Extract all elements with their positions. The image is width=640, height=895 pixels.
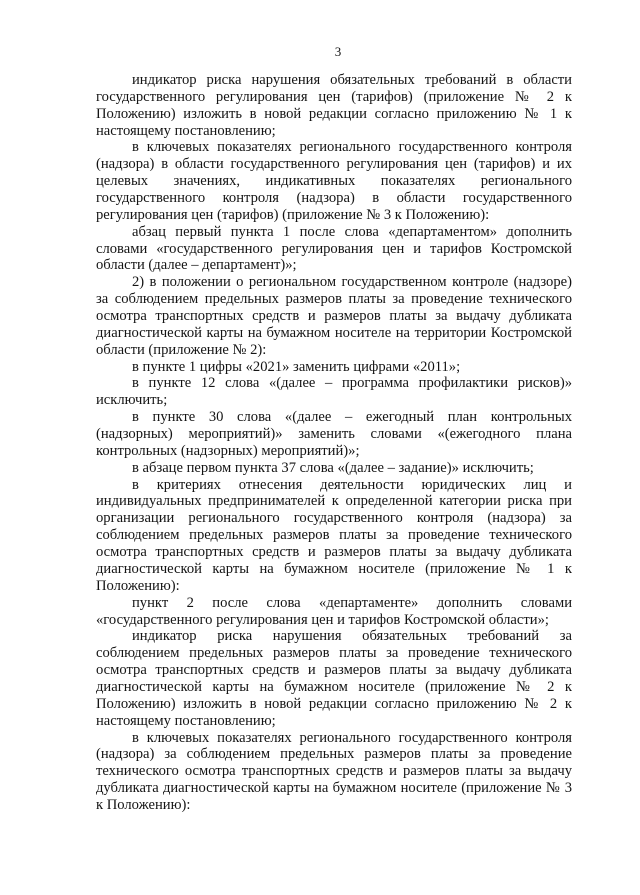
paragraph: 2) в положении о региональном государственном контроле (надзоре) за соблюдением предельных размеров платы за проведение технического осмотра транспортных средств и размеров платы за выдачу дубликата диагностической карты на бумажном носителе на территории Костромской области (приложение № 2): (96, 274, 572, 358)
paragraph: в ключевых показателях регионального государственного контроля (надзора) в области государственного регулирования цен (тарифов) и их целевых значениях, индикативных показателях регионального государственного контроля (надзора) в области государственного регулирования цен (тарифов) (приложение № 3 к Положению): (96, 139, 572, 223)
page-number: 3 (334, 44, 342, 59)
paragraph: индикатор риска нарушения обязательных требований в области государственного регулирования цен (тарифов) (приложение № 2 к Положению) изложить в новой редакции согласно приложению № 1 к настоящему постановлению; (96, 72, 572, 139)
paragraph: абзац первый пункта 1 после слова «департаментом» дополнить словами «государственного регулирования цен и тарифов Костромской области (далее – департамент)»; (96, 223, 572, 274)
paragraph: в пункте 12 слова «(далее – программа профилактики рисков)» исключить; (96, 375, 572, 409)
paragraph: в пункте 30 слова «(далее – ежегодный план контрольных (надзорных) мероприятий)» заменить словами «(ежегодного плана контрольных (надзорных) мероприятий)»; (96, 409, 572, 459)
document-body (96, 72, 572, 814)
paragraph: в ключевых показателях регионального государственного контроля (надзора) за соблюдением предельных размеров платы за проведение технического осмотра транспортных средств и размеров платы за выдачу дубликата диагностической карты на бумажном носителе (приложение № 3 к Положению): (96, 729, 572, 813)
paragraph: индикатор риска нарушения обязательных требований за соблюдением предельных размеров платы за проведение технического осмотра транспортных средств и размеров платы за выдачу дубликата диагностической карты на бумажном носителе (приложение № 2 к Положению) изложить в новой редакции согласно приложению № 2 к настоящему постановлению; (96, 628, 572, 729)
paragraph: в критериях отнесения деятельности юридических лиц и индивидуальных предпринимателей к определенной категории риска при организации регионального государственного контроля (надзора) за соблюдением предельных размеров платы за проведение технического осмотра транспортных средств и размеров платы за выдачу дубликата диагностической карты на бумажном носителе (приложение № 1 к Положению): (96, 476, 572, 594)
paragraph: пункт 2 после слова «департаменте» дополнить словами «государственного регулирования цен и тарифов Костромской области»; (96, 594, 572, 628)
paragraph: в абзаце первом пункта 37 слова «(далее – задание)» исключить; (132, 459, 534, 476)
paragraph: в пункте 1 цифры «2021» заменить цифрами «2011»; (132, 358, 461, 375)
